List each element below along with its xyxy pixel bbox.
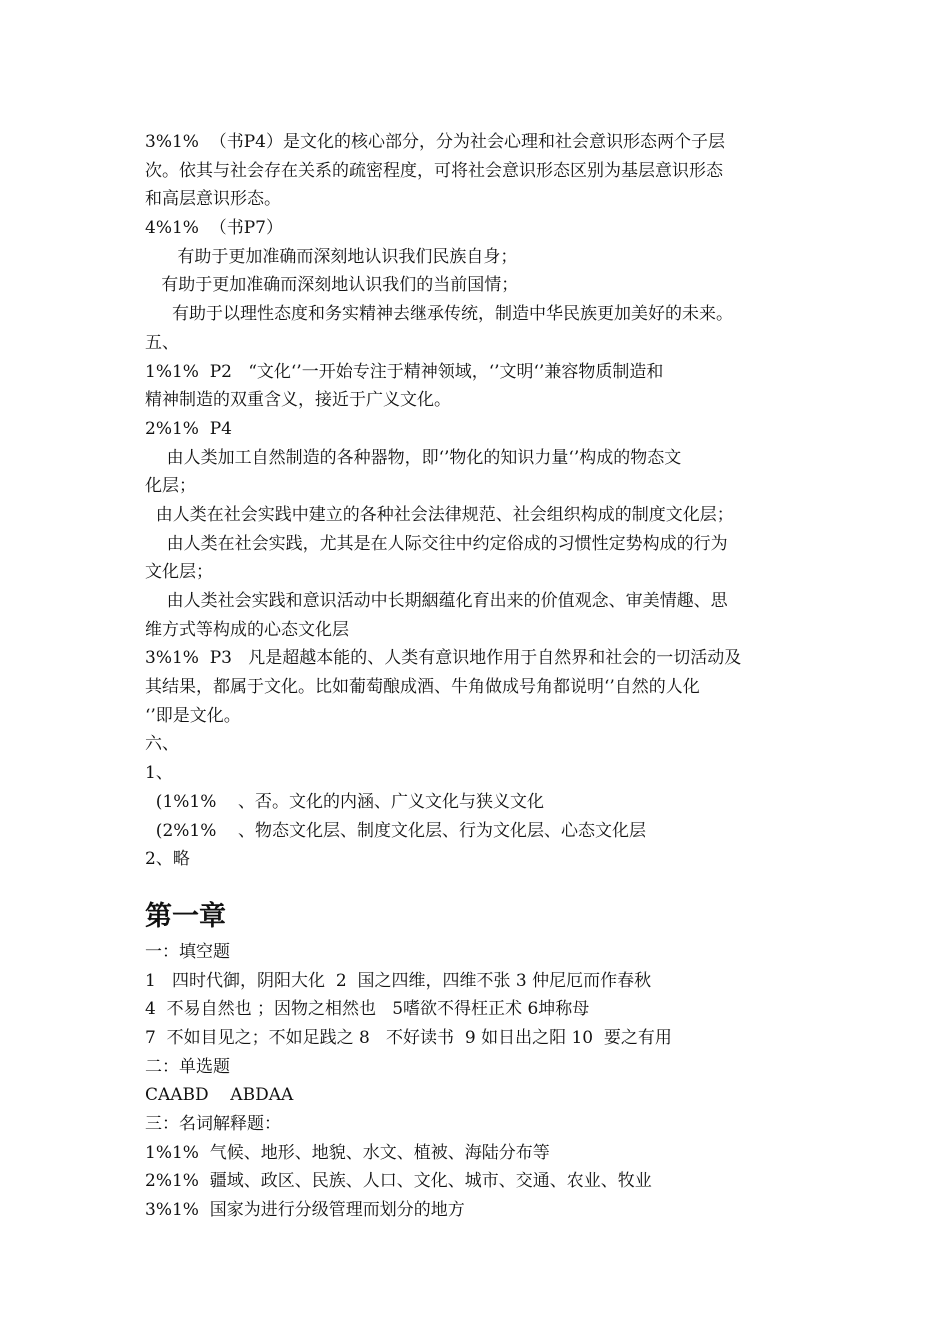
- text-line: 由人类在社会实践中建立的各种社会法律规范、社会组织构成的制度文化层；: [145, 504, 734, 525]
- text-line: 有助于以理性态度和务实精神去继承传统，制造中华民族更加美好的未来。: [145, 304, 734, 325]
- text-line: 六、: [145, 734, 179, 755]
- text-line: ‘’即是文化。: [145, 705, 241, 726]
- text-line: 1%1% P2 “文化‘’一开始专注于精神领域，‘’文明‘’兼容物质制造和: [145, 361, 664, 382]
- text-line: 五、: [145, 332, 179, 353]
- answer-section-intro: [145, 128, 815, 874]
- text-line: 7 不如目见之；不如足践之 8 不好读书 9 如日出之阳 10 要之有用: [145, 1027, 672, 1048]
- text-line: 4%1% （书P7）: [145, 218, 284, 239]
- text-line: 1 四时代御，阴阳大化 2 国之四维，四维不张 3 仲尼厄而作春秋: [145, 970, 652, 991]
- text-line: 三：名词解释题：: [145, 1114, 281, 1134]
- text-line: 化层；: [145, 476, 196, 497]
- text-line: 3%1% （书P4）是文化的核心部分，分为社会心理和社会意识形态两个子层: [145, 132, 725, 152]
- text-line: 由人类在社会实践，尤其是在人际交往中约定俗成的习惯性定势构成的行为: [145, 533, 728, 554]
- text-line: (1%1% 、否。文化的内涵、广义文化与狭义文化: [145, 791, 544, 812]
- document-page: [145, 128, 815, 1225]
- text-line: 和高层意识形态。: [145, 189, 281, 210]
- answer-section-chapter-one: [145, 938, 815, 1225]
- text-line: 有助于更加准确而深刻地认识我们民族自身；: [145, 246, 518, 267]
- text-line: 其结果，都属于文化。比如葡萄酿成酒、牛角做成号角都说明‘’自然的人化: [145, 677, 700, 698]
- text-line: CAABD ABDAA: [145, 1085, 294, 1106]
- text-line: 1%1% 气候、地形、地貌、水文、植被、海陆分布等: [145, 1142, 550, 1163]
- text-line: 2、略: [145, 849, 190, 870]
- text-line: 2%1% 疆域、政区、民族、人口、文化、城市、交通、农业、牧业: [145, 1171, 652, 1192]
- text-line: 二：单选题: [145, 1056, 230, 1077]
- text-line: 一：填空题: [145, 941, 230, 962]
- text-line: 1、: [145, 763, 173, 784]
- text-line: 精神制造的双重含义，接近于广义文化。: [145, 390, 451, 411]
- text-line: 3%1% P3 凡是超越本能的、人类有意识地作用于自然界和社会的一切活动及: [145, 648, 742, 669]
- text-line: (2%1% 、物态文化层、制度文化层、行为文化层、心态文化层: [145, 820, 646, 841]
- text-line: 4 不易自然也 ；因物之相然也 5嗜欲不得枉正术 6坤称母: [145, 999, 590, 1020]
- text-line: 维方式等构成的心态文化层: [145, 619, 349, 640]
- text-line: 有助于更加准确而深刻地认识我们的当前国情；: [145, 275, 519, 296]
- text-line: 文化层；: [145, 562, 213, 583]
- chapter-title: 第一章: [145, 900, 226, 932]
- text-line: 由人类加工自然制造的各种器物，即‘’物化的知识力量‘’构成的物态文: [145, 447, 682, 468]
- text-line: 3%1% 国家为进行分级管理而划分的地方: [145, 1200, 465, 1221]
- text-line: 由人类社会实践和意识活动中长期絪蕴化育出来的价值观念、审美情趣、思: [145, 591, 728, 611]
- text-line: 次。依其与社会存在关系的疏密程度，可将社会意识形态区别为基层意识形态: [145, 160, 723, 181]
- text-line: 2%1% P4: [145, 418, 233, 439]
